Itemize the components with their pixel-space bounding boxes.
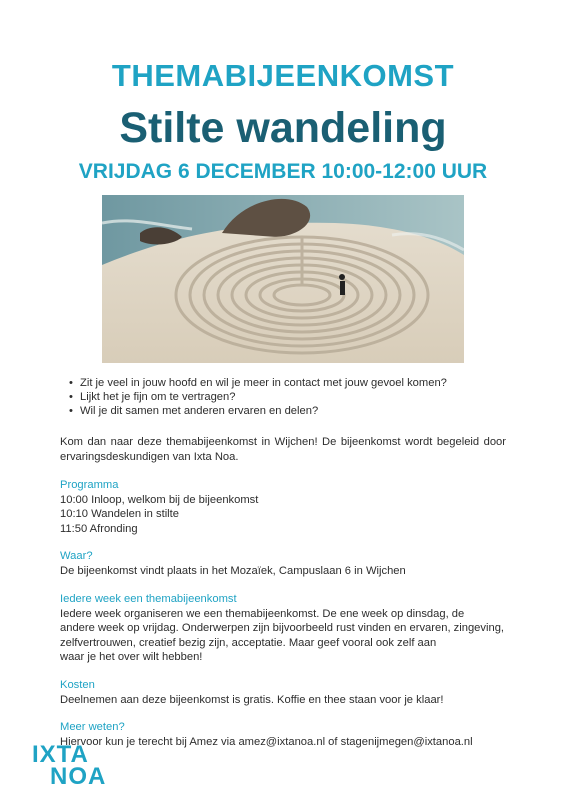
kosten-text: Deelnemen aan deze bijeenkomst is gratis. Koffie en thee staan voor je klaar!: [60, 693, 444, 706]
waar-heading: Waar?: [60, 550, 93, 562]
intro-paragraph: Kom dan naar deze themabijeenkomst in Wijchen! De bijeenkomst wordt begeleid door ervaringsdeskundigen van Ixta Noa.: [60, 436, 506, 463]
programma-item: 11:50 Afronding: [60, 522, 138, 535]
list-item: • Wil je dit samen met anderen ervaren en delen?: [80, 404, 520, 418]
ixta-noa-logo: [32, 741, 112, 790]
event-kicker: THEMABIJEENKOMST: [111, 58, 455, 93]
programma-item: 10:10 Wandelen in stilte: [60, 508, 179, 521]
meer-weten-section: [60, 720, 506, 749]
logo-line1: IXTA: [32, 741, 89, 768]
programma-item: 10:00 Inloop, welkom bij de bijeenkomst: [60, 493, 259, 506]
intro-questions: [66, 376, 520, 418]
page-title: Stilte wandeling: [119, 104, 447, 152]
waar-section: [60, 549, 506, 578]
kosten-section: [60, 678, 506, 707]
iedere-week-line: andere week op vrijdag. Onderwerpen zijn bijvoorbeeld rust vinden en ervaren, zingeving,: [60, 622, 505, 635]
meer-weten-text: Hiervoor kun je terecht bij Amez via amez@ixtanoa.nl of stagenijmegen@ixtanoa.nl: [60, 735, 473, 748]
kosten-heading: Kosten: [60, 679, 95, 691]
iedere-week-section: [60, 592, 506, 665]
iedere-week-line: Iedere week organiseren we een themabijeenkomst. De ene week op dinsdag, de: [60, 607, 465, 620]
iedere-week-line: zelfvertrouwen, creatief bezig zijn, acceptatie. Maar geef vooral ook zelf aan: [60, 636, 437, 649]
programma-section: [60, 478, 506, 536]
iedere-week-heading: Iedere week een themabijeenkomst: [60, 593, 237, 605]
meer-weten-heading: Meer weten?: [60, 721, 125, 733]
list-item: • Zit je veel in jouw hoofd en wil je meer in contact met jouw gevoel komen?: [80, 376, 520, 390]
list-item: • Lijkt het je fijn om te vertragen?: [80, 390, 520, 404]
waar-text: De bijeenkomst vindt plaats in het Mozaïek, Campuslaan 6 in Wijchen: [60, 564, 406, 577]
programma-heading: Programma: [60, 479, 119, 491]
labyrinth-photo: [102, 195, 464, 363]
logo-line2: NOA: [50, 763, 107, 790]
event-date: VRIJDAG 6 DECEMBER 10:00-12:00 UUR: [78, 160, 488, 183]
iedere-week-line: waar je het over wilt hebben!: [60, 651, 203, 664]
